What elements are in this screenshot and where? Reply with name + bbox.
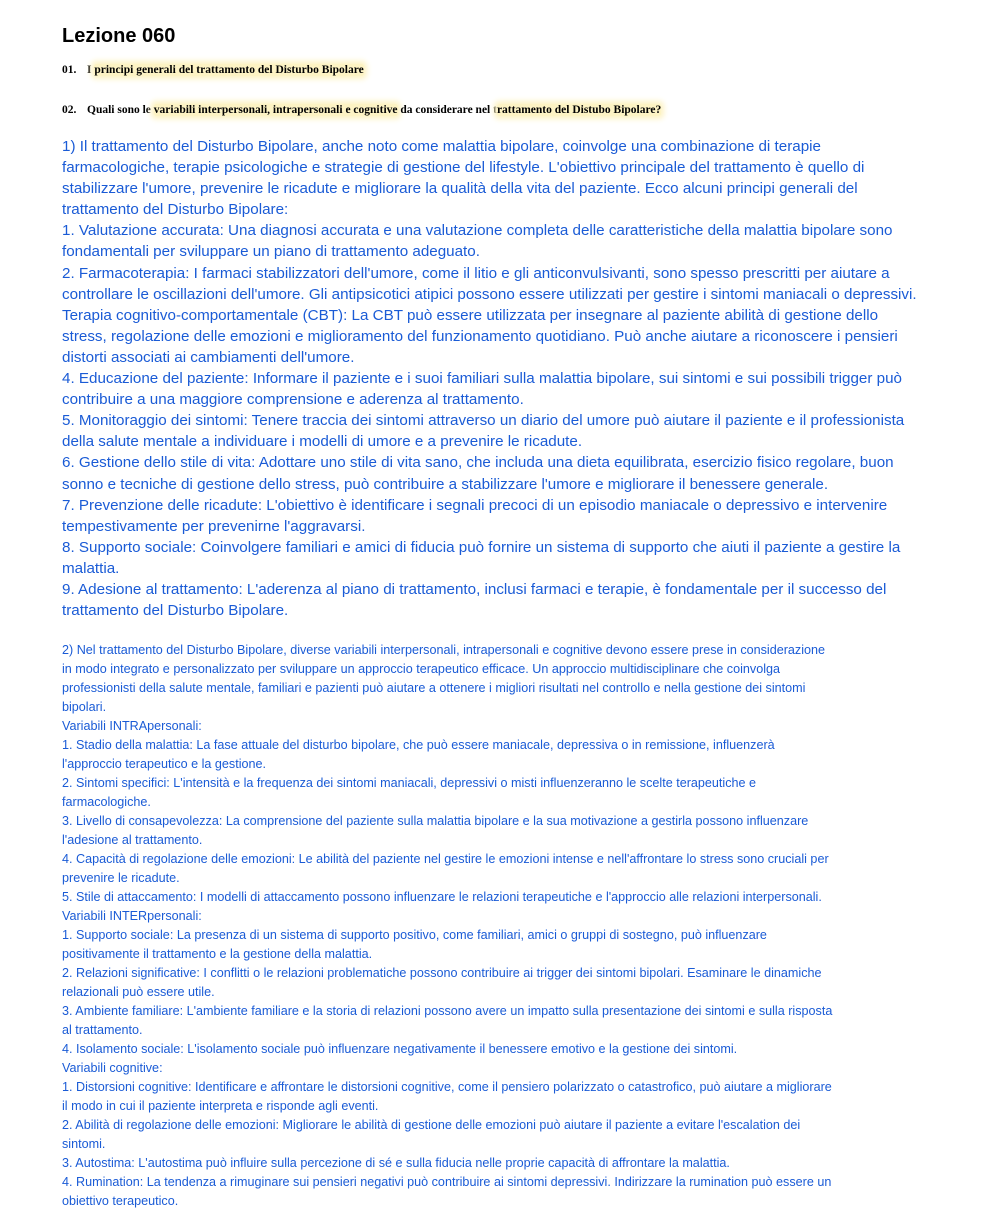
- answer-line: 1. Valutazione accurata: Una diagnosi accurata e una valutazione completa delle caratteristiche della malattia bipolare sono: [62, 222, 893, 240]
- highlighted-text: rattamento del Distubo Bipolare?: [496, 104, 662, 116]
- highlighted-text: principi generali del trattamento del Disturbo Bipolare: [94, 64, 364, 76]
- answer-line: 1. Distorsioni cognitive: Identificare e affrontare le distorsioni cognitive, come il pensiero polarizzato o catastrofico, può aiutare a migliorare: [62, 1080, 832, 1095]
- answer-line: tempestivamente per prevenirne l'aggravarsi.: [62, 517, 366, 535]
- answer-line: il modo in cui il paziente interpreta e risponde agli eventi.: [62, 1099, 379, 1114]
- answer-line: 2. Relazioni significative: I conflitti o le relazioni problematiche possono contribuire ai trigger dei sintomi bipolari. Esaminare le dinamiche: [62, 966, 822, 981]
- answer-line: farmacologiche.: [62, 795, 151, 810]
- question-number: 01.: [62, 64, 77, 76]
- answer-line: professionisti della salute mentale, familiari e pazienti può aiutare a ottenere i migliori risultati nel controllo e nella gestione dei sintomi: [62, 681, 806, 696]
- answer-line: trattamento del Disturbo Bipolare.: [62, 602, 289, 620]
- answer-line: sintomi.: [62, 1137, 106, 1152]
- answer-line: trattamento del Disturbo Bipolare:: [62, 201, 289, 219]
- answer-line: bipolari.: [62, 700, 107, 715]
- answer-line: 7. Prevenzione delle ricadute: L'obiettivo è identificare i segnali precoci di un episodio maniacale o depressivo e intervenire: [62, 496, 888, 514]
- answer-line: Variabili cognitive:: [62, 1061, 163, 1076]
- answer-line: 1. Stadio della malattia: La fase attuale del disturbo bipolare, che può essere maniacale, depressiva o in remissione, influenzerà: [62, 738, 775, 753]
- highlighted-text: variabili interpersonali, intrapersonali e cognitive: [153, 104, 398, 116]
- answer-2: [62, 641, 962, 1211]
- answer-line: 3. Livello di consapevolezza: La comprensione del paziente sulla malattia bipolare e la sua motivazione a gestirla possono influenzare: [62, 814, 809, 829]
- answer-line: Terapia cognitivo-comportamentale (CBT): La CBT può essere utilizzata per insegnare al paziente abilità di gestione dello: [62, 306, 879, 324]
- answer-line: stress, regolazione delle emozioni e miglioramento del funzionamento quotidiano. Può anche aiutare a riconoscere i pensieri: [62, 327, 898, 345]
- answer-line: stabilizzare l'umore, prevenire le ricadute e migliorare la qualità della vita del paziente. Ecco alcuni principi generali del: [62, 180, 858, 198]
- answer-line: distorti associati ai cambiamenti dell'umore.: [62, 348, 355, 366]
- answer-line: 5. Stile di attaccamento: I modelli di attaccamento possono influenzare le relazioni terapeutiche e l'approccio alle relazioni interpersonali.: [62, 890, 822, 905]
- page-title: Lezione 060: [62, 25, 176, 47]
- answer-line: l'adesione al trattamento.: [62, 833, 203, 848]
- question-2: [62, 98, 962, 122]
- answer-line: della salute mentale a individuare i modelli di umore e a prevenire le ricadute.: [62, 433, 583, 451]
- answer-line: 4. Isolamento sociale: L'isolamento sociale può influenzare negativamente il benessere emotivo e la gestione dei sintomi.: [62, 1042, 738, 1057]
- document-page: [62, 22, 962, 1211]
- answer-line: al trattamento.: [62, 1023, 143, 1038]
- answer-line: 8. Supporto sociale: Coinvolgere familiari e amici di fiducia può fornire un sistema di supporto che aiuti il paziente a gestire la: [62, 538, 901, 556]
- answer-line: 4. Educazione del paziente: Informare il paziente e i suoi familiari sulla malattia bipolare, sui sintomi e sui possibili trigger può: [62, 370, 902, 388]
- question-text: da considerare nel t: [397, 104, 497, 116]
- answer-line: 6. Gestione dello stile di vita: Adottare uno stile di vita sano, che includa una dieta equilibrata, esercizio fisico regolare, buon: [62, 454, 894, 472]
- answer-line: Variabili INTRApersonali:: [62, 719, 202, 734]
- answer-line: 4. Rumination: La tendenza a rimuginare sui pensieri negativi può contribuire ai sintomi depressivi. Indirizzare la rumination può essere un: [62, 1175, 832, 1190]
- answer-line: 3. Ambiente familiare: L'ambiente familiare e la storia di relazioni possono avere un impatto sulla presentazione dei sintomi e sulla risposta: [62, 1004, 833, 1019]
- answer-line: 3. Autostima: L'autostima può influire sulla percezione di sé e sulla fiducia nelle proprie capacità di affrontare la malattia.: [62, 1156, 730, 1171]
- answer-line: farmacologiche, terapie psicologiche e strategie di gestione del lifestyle. L'obiettivo principale del trattamento è quello di: [62, 159, 865, 177]
- answer-1: [62, 136, 962, 621]
- answer-line: fondamentali per sviluppare un piano di trattamento adeguato.: [62, 243, 480, 261]
- answer-line: 2) Nel trattamento del Disturbo Bipolare, diverse variabili interpersonali, intrapersonali e cognitive devono essere prese in considerazione: [62, 643, 826, 658]
- question-1: [62, 58, 962, 82]
- answer-line: 4. Capacità di regolazione delle emozioni: Le abilità del paziente nel gestire le emozioni intense e nell'affrontare lo stress sono cruciali per: [62, 852, 829, 867]
- answer-line: 1. Supporto sociale: La presenza di un sistema di supporto positivo, come familiari, amici o gruppi di sostegno, può influenzare: [62, 928, 767, 943]
- answer-line: controllare le oscillazioni dell'umore. Gli antipsicotici atipici possono essere utilizzati per gestire i sintomi maniacali o depressivi.: [62, 285, 917, 303]
- answer-line: obiettivo terapeutico.: [62, 1194, 179, 1209]
- answer-line: malattia.: [62, 559, 120, 577]
- answer-line: prevenire le ricadute.: [62, 871, 180, 886]
- question-number: 02.: [62, 104, 77, 116]
- answer-line: relazionali può essere utile.: [62, 985, 215, 1000]
- answer-line: l'approccio terapeutico e la gestione.: [62, 757, 267, 772]
- answer-line: 2. Farmacoterapia: I farmaci stabilizzatori dell'umore, come il litio e gli anticonvulsivanti, sono spesso prescritti per aiutare a: [62, 264, 890, 282]
- answer-line: in modo integrato e personalizzato per sviluppare un approccio terapeutico efficace. Un approccio multidisciplinare che coinvolga: [62, 662, 781, 677]
- answer-line: 2. Abilità di regolazione delle emozioni: Migliorare le abilità di gestione delle emozioni può aiutare il paziente a evitare l'escalation dei: [62, 1118, 801, 1133]
- question-text: Quali sono le: [87, 104, 154, 116]
- answer-line: 9. Adesione al trattamento: L'aderenza al piano di trattamento, inclusi farmaci e terapie, è fondamentale per il successo del: [62, 580, 887, 598]
- answer-line: contribuire a una maggiore comprensione e aderenza al trattamento.: [62, 391, 524, 409]
- answer-line: Variabili INTERpersonali:: [62, 909, 202, 924]
- question-text: I: [87, 64, 95, 76]
- answer-line: 1) Il trattamento del Disturbo Bipolare, anche noto come malattia bipolare, coinvolge una combinazione di terapie: [62, 138, 821, 155]
- answer-line: positivamente il trattamento e la gestione della malattia.: [62, 947, 373, 962]
- answer-line: sonno e tecniche di gestione dello stress, può contribuire a stabilizzare l'umore e migliorare il benessere generale.: [62, 475, 829, 493]
- answer-line: 5. Monitoraggio dei sintomi: Tenere traccia dei sintomi attraverso un diario del umore può aiutare il paziente e il professionista: [62, 412, 905, 430]
- answer-line: 2. Sintomi specifici: L'intensità e la frequenza dei sintomi maniacali, depressivi o misti influenzeranno le scelte terapeutiche e: [62, 776, 757, 791]
